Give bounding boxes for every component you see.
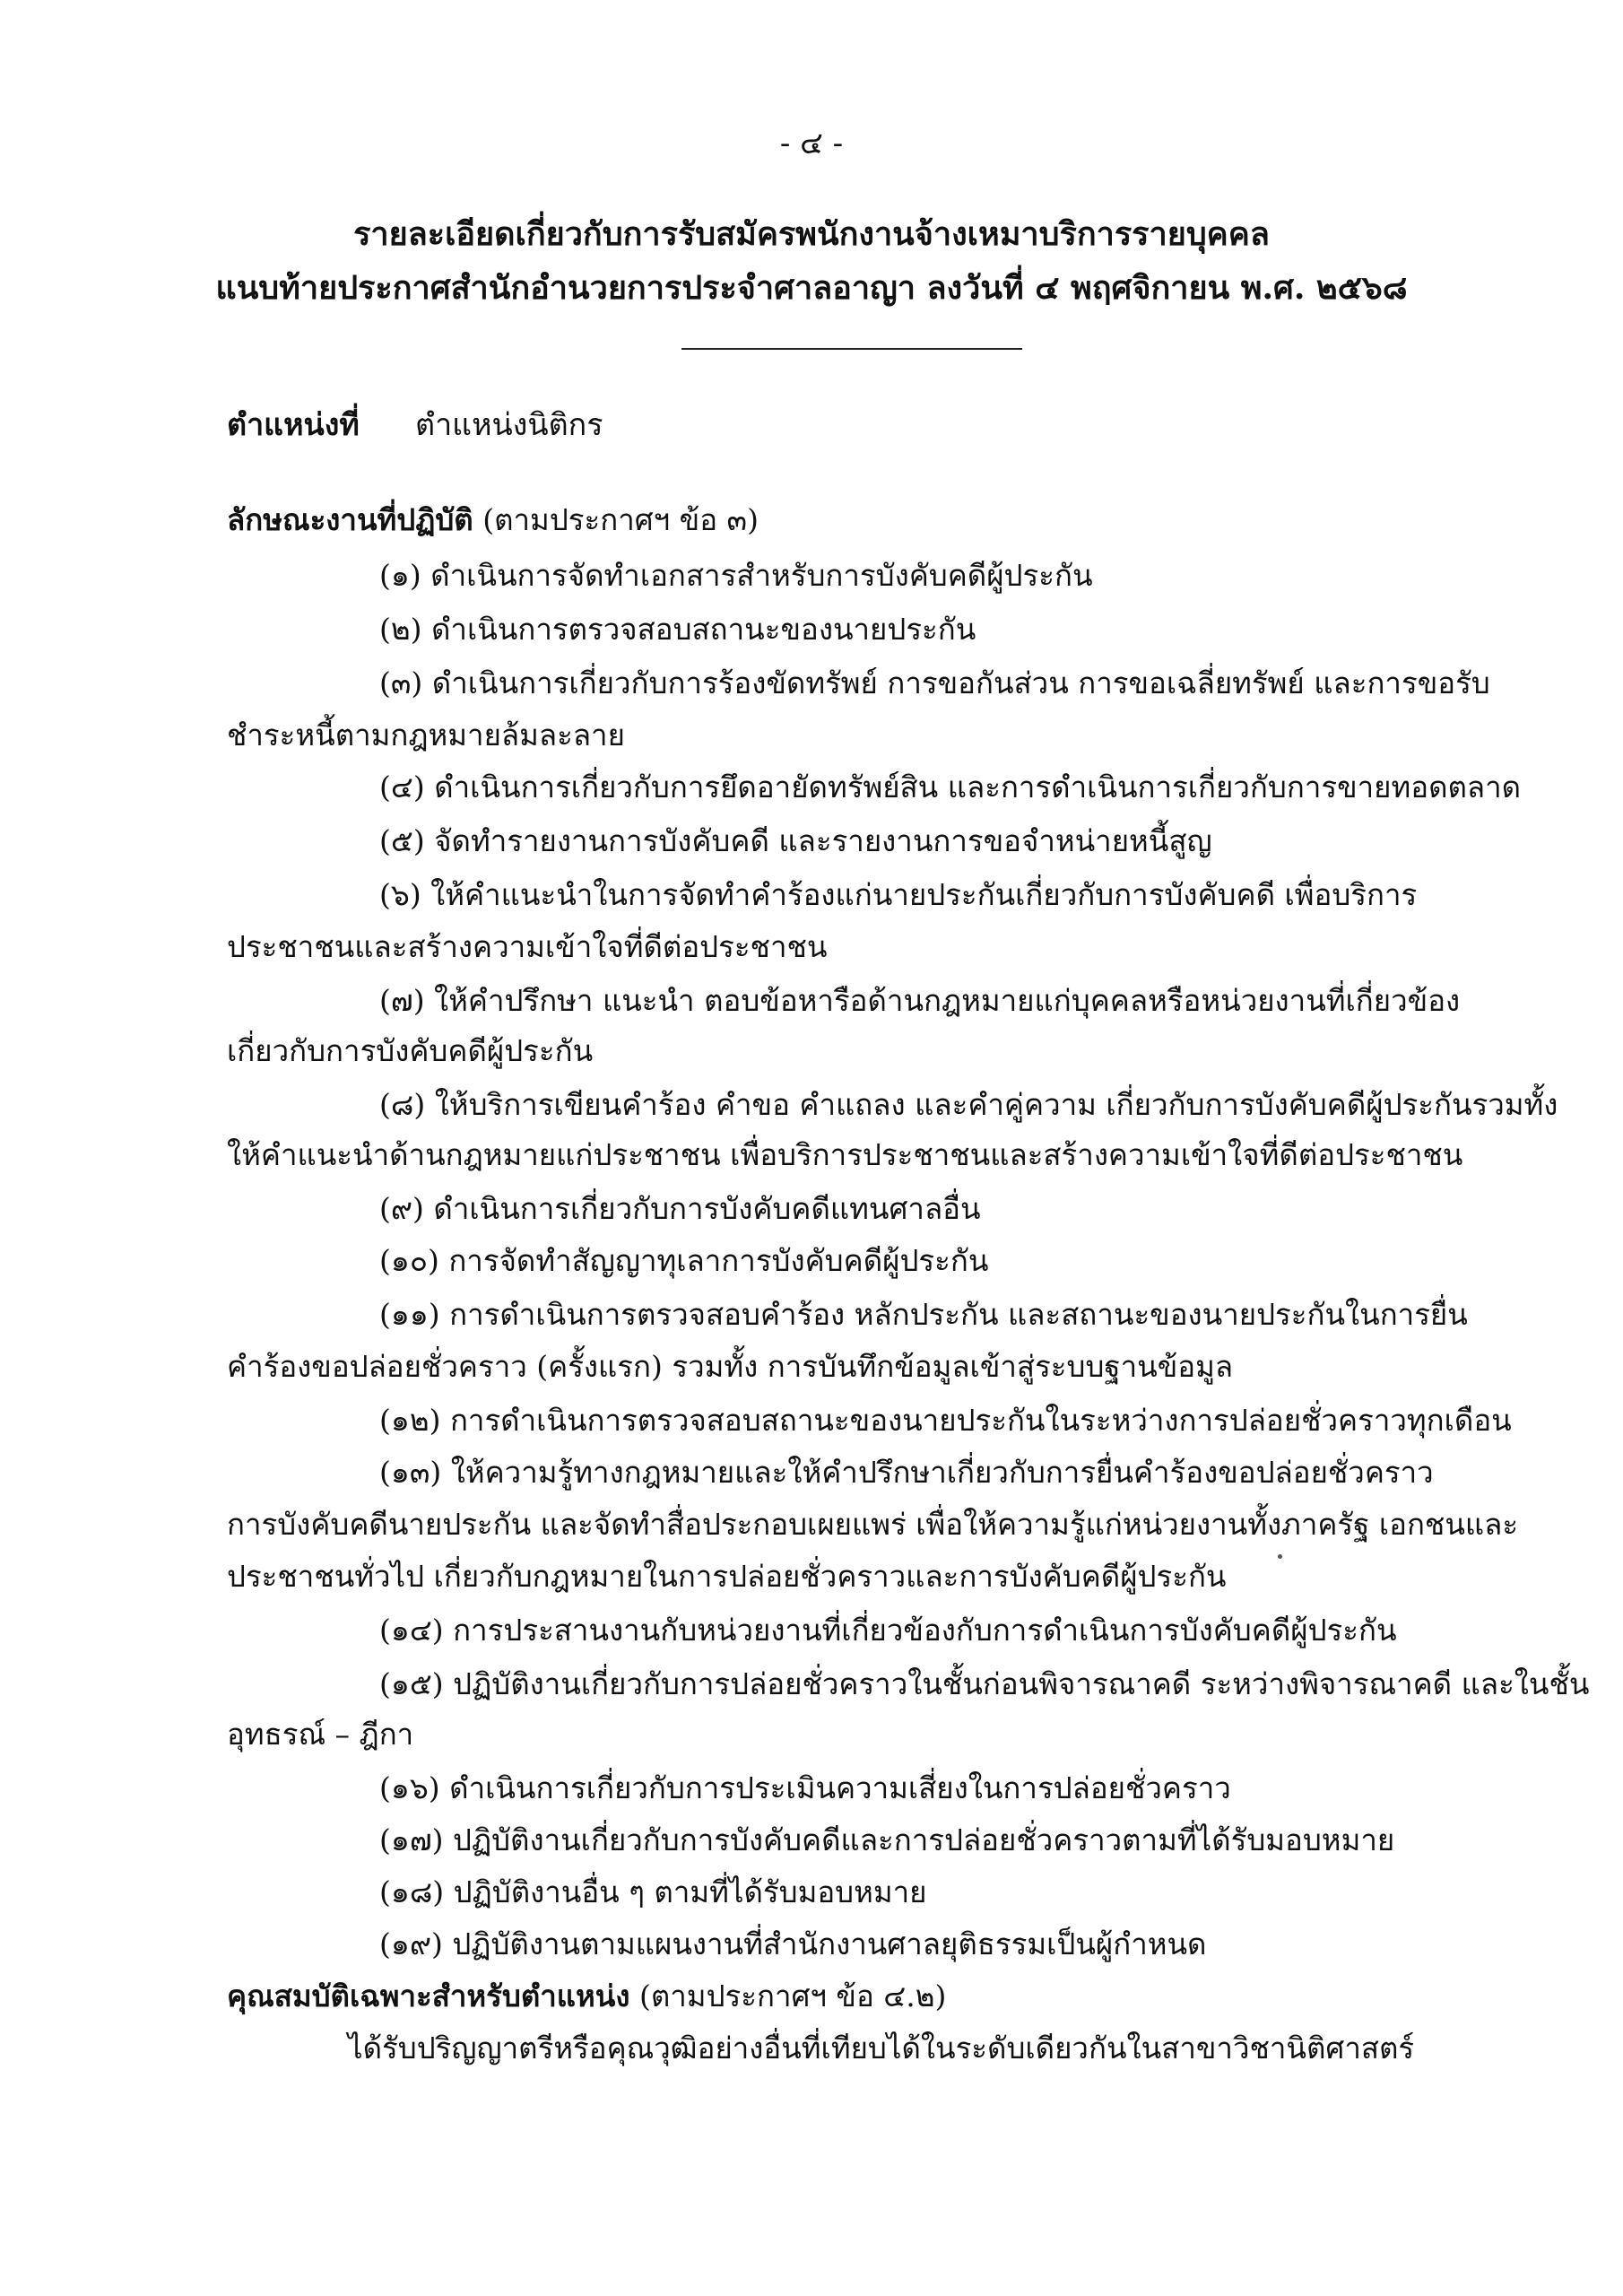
- duty-line: (๑๙) ปฏิบัติงานตามแผนงานที่สำนักงานศาลยุติธรรมเป็นผู้กำหนด: [379, 1926, 1207, 1961]
- duty-line: ประชาชนและสร้างความเข้าใจที่ดีต่อประชาชน: [227, 929, 828, 964]
- duty-line: (๑) ดำเนินการจัดทำเอกสารสำหรับการบังคับคดีผู้ประกัน: [379, 558, 1093, 593]
- duty-line: (๑๒) การดำเนินการตรวจสอบสถานะของนายประกันในระหว่างการปล่อยชั่วคราวทุกเดือน: [379, 1403, 1512, 1438]
- duties-heading-note: (ตามประกาศฯ ข้อ ๓): [473, 502, 759, 537]
- duty-line: (๑๓) ให้ความรู้ทางกฎหมายและให้คำปรึกษาเกี่ยวกับการยื่นคำร้องขอปล่อยชั่วคราว: [379, 1455, 1434, 1490]
- duty-line: ประชาชนทั่วไป เกี่ยวกับกฎหมายในการปล่อยชั่วคราวและการบังคับคดีผู้ประกัน: [227, 1559, 1227, 1594]
- duty-line: (๑๗) ปฏิบัติงานเกี่ยวกับการบังคับคดีและการปล่อยชั่วคราวตามที่ได้รับมอบหมาย: [379, 1822, 1395, 1857]
- qualifications-heading: [227, 1977, 946, 2016]
- qualifications-text: ได้รับปริญญาตรีหรือคุณวุฒิอย่างอื่นที่เทียบได้ในระดับเดียวกันในสาขาวิชานิติศาสตร์: [348, 2031, 1415, 2066]
- duty-line: (๕) จัดทำรายงานการบังคับคดี และรายงานการขอจำหน่ายหนี้สูญ: [379, 823, 1212, 858]
- duty-line: เกี่ยวกับการบังคับคดีผู้ประกัน: [227, 1033, 594, 1068]
- title-divider: [681, 348, 1022, 350]
- duties-heading: [227, 500, 759, 540]
- duty-line: ให้คำแนะนำด้านกฎหมายแก่ประชาชน เพื่อบริการประชาชนและสร้างความเข้าใจที่ดีต่อประชาชน: [227, 1137, 1463, 1172]
- duty-line: (๘) ให้บริการเขียนคำร้อง คำขอ คำแถลง และคำคู่ความ เกี่ยวกับการบังคับคดีผู้ประกันรวมทั้ง: [379, 1087, 1558, 1122]
- duty-line: (๑๕) ปฏิบัติงานเกี่ยวกับการปล่อยชั่วคราวในชั้นก่อนพิจารณาคดี ระหว่างพิจารณาคดี และในชั้น: [379, 1666, 1590, 1701]
- document-title-line-1: รายละเอียดเกี่ยวกับการรับสมัครพนักงานจ้างเหมาบริการรายบุคคล: [353, 215, 1270, 253]
- position-value: ตำแหน่งนิติกร: [415, 407, 603, 443]
- duty-line: ชำระหนี้ตามกฎหมายล้มละลาย: [227, 718, 625, 752]
- duty-line: (๑๐) การจัดทำสัญญาทุเลาการบังคับคดีผู้ประกัน: [379, 1243, 989, 1278]
- duty-line: คำร้องขอปล่อยชั่วคราว (ครั้งแรก) รวมทั้ง การบันทึกข้อมูลเข้าสู่ระบบฐานข้อมูล: [227, 1349, 1234, 1384]
- duty-line: (๗) ให้คำปรึกษา แนะนำ ตอบข้อหารือด้านกฎหมายแก่บุคคลหรือหน่วยงานที่เกี่ยวข้อง: [379, 983, 1461, 1018]
- duty-line: อุทธรณ์ – ฎีกา: [227, 1717, 414, 1752]
- duty-line: (๑๔) การประสานงานกับหน่วยงานที่เกี่ยวข้องกับการดำเนินการบังคับคดีผู้ประกัน: [379, 1613, 1397, 1648]
- document-title-line-2: แนบท้ายประกาศสำนักอำนวยการประจำศาลอาญา ลงวันที่ ๔ พฤศจิกายน พ.ศ. ๒๕๖๘: [215, 269, 1408, 307]
- duty-line: (๔) ดำเนินการเกี่ยวกับการยึดอายัดทรัพย์สิน และการดำเนินการเกี่ยวกับการขายทอดตลาด: [379, 770, 1522, 804]
- duty-line: (๖) ให้คำแนะนำในการจัดทำคำร้องแก่นายประกันเกี่ยวกับการบังคับคดี เพื่อบริการ: [379, 877, 1418, 912]
- duty-line: (๑๖) ดำเนินการเกี่ยวกับการประเมินความเสี่ยงในการปล่อยชั่วคราว: [379, 1770, 1231, 1805]
- qualifications-heading-text: คุณสมบัติเฉพาะสำหรับตำแหน่ง: [227, 1979, 630, 2013]
- duty-line: (๙) ดำเนินการเกี่ยวกับการบังคับคดีแทนศาลอื่น: [379, 1191, 981, 1226]
- scan-speck: [1278, 1554, 1282, 1559]
- duties-heading-text: ลักษณะงานที่ปฏิบัติ: [227, 502, 473, 537]
- position-row: [227, 400, 603, 448]
- duty-line: (๓) ดำเนินการเกี่ยวกับการร้องขัดทรัพย์ การขอกันส่วน การขอเฉลี่ยทรัพย์ และการขอรับ: [379, 665, 1490, 700]
- duty-line: การบังคับคดีนายประกัน และจัดทำสื่อประกอบเผยแพร่ เพื่อให้ความรู้แก่หน่วยงานทั้งภาครัฐ เอกชนและ: [227, 1507, 1519, 1542]
- duty-line: (๑๑) การดำเนินการตรวจสอบคำร้อง หลักประกัน และสถานะของนายประกันในการยื่น: [379, 1297, 1468, 1332]
- duty-line: (๑๘) ปฏิบัติงานอื่น ๆ ตามที่ได้รับมอบหมาย: [379, 1874, 927, 1909]
- position-label: ตำแหน่งที่: [227, 407, 360, 443]
- duty-line: (๒) ดำเนินการตรวจสอบสถานะของนายประกัน: [379, 612, 976, 647]
- qualifications-heading-note: (ตามประกาศฯ ข้อ ๔.๒): [629, 1979, 947, 2013]
- page-number: - ๔ -: [779, 126, 844, 161]
